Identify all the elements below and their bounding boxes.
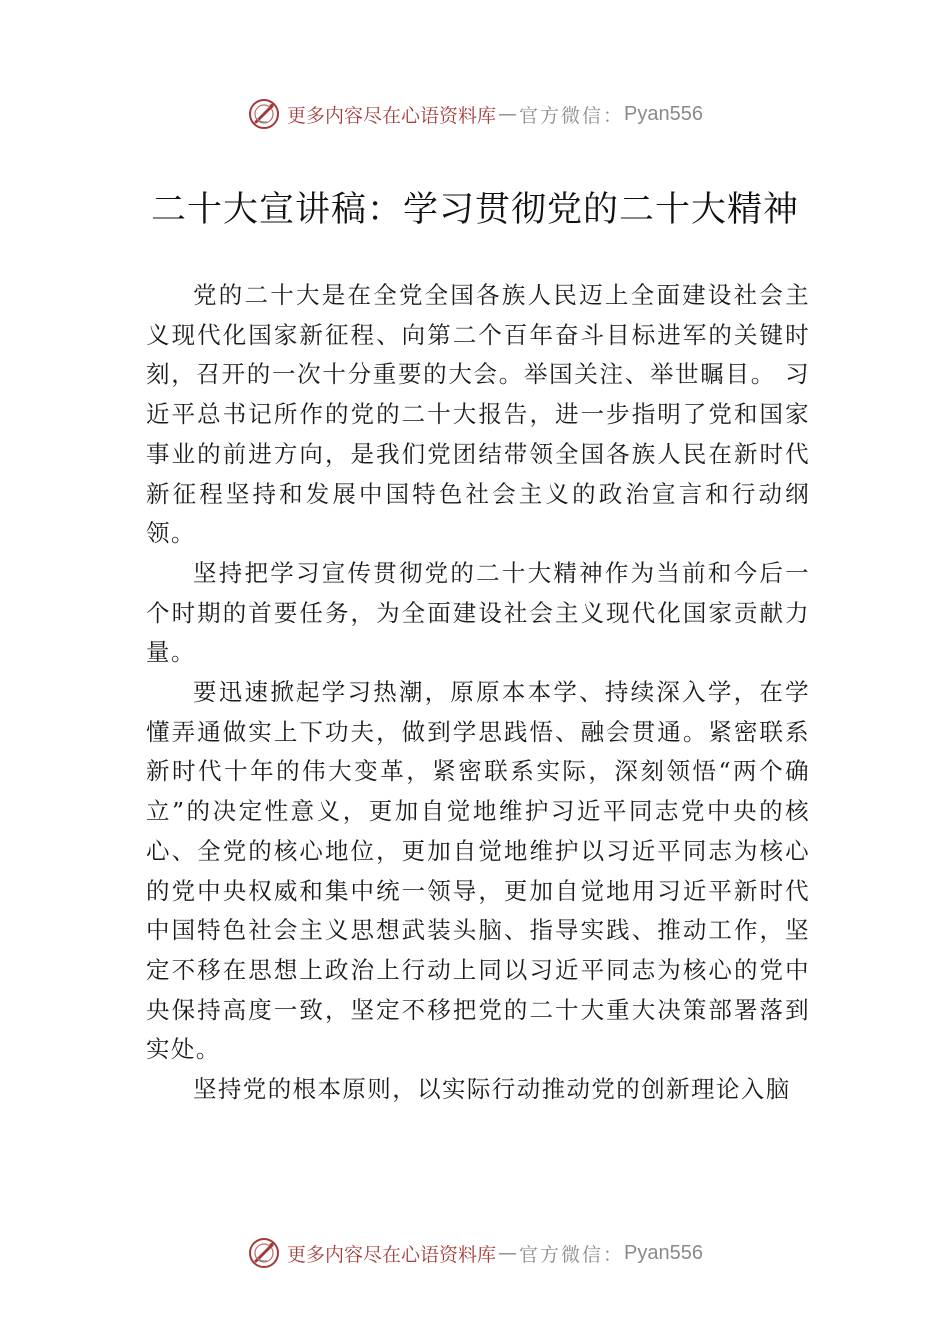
wechat-id: Pyan556: [624, 1241, 703, 1264]
paragraph: 党的二十大是在全党全国各族人民迈上全面建设社会主义现代化国家新征程、向第二个百年奋斗目标进军的关键时刻，召开的一次十分重要的大会。举国关注、举世瞩目。 习近平总书记所作的党的二十大报告，进一步指明了党和国家事业的前进方向，是我们党团结带领全国各族人民在新时代新征程坚持和发展中国特色社会主义的政治宣言和行动纲领。: [146, 281, 810, 548]
banner-separator: —: [498, 103, 518, 125]
banner-separator: —: [498, 1242, 518, 1264]
document-title: 二十大宣讲稿：学习贯彻党的二十大精神: [150, 190, 799, 230]
brand-logo-icon: [247, 97, 281, 131]
header-banner: [0, 94, 950, 134]
document-body: [146, 276, 810, 1110]
brand-text: 更多内容尽在心语资料库: [287, 104, 497, 127]
wechat-label: 官方微信：: [519, 104, 625, 127]
brand-logo-icon: [247, 1236, 281, 1270]
brand-text: 更多内容尽在心语资料库: [287, 1243, 497, 1266]
wechat-id: Pyan556: [624, 102, 703, 125]
footer-banner: [0, 1233, 950, 1273]
paragraph: 坚持把学习宣传贯彻党的二十大精神作为当前和今后一个时期的首要任务，为全面建设社会主义现代化国家贡献力量。: [146, 558, 810, 667]
wechat-label: 官方微信：: [519, 1243, 625, 1266]
paragraph: 坚持党的根本原则，以实际行动推动党的创新理论入脑: [193, 1075, 791, 1104]
paragraph: 要迅速掀起学习热潮，原原本本学、持续深入学，在学懂弄通做实上下功夫，做到学思践悟、融会贯通。紧密联系新时代十年的伟大变革，紧密联系实际，深刻领悟“两个确立”的决定性意义，更加自觉地维护习近平同志党中央的核心、全党的核心地位，更加自觉地维护以习近平同志为核心的党中央权威和集中统一领导，更加自觉地用习近平新时代中国特色社会主义思想武装头脑、指导实践、推动工作，坚定不移在思想上政治上行动上同以习近平同志为核心的党中央保持高度一致，坚定不移把党的二十大重大决策部署落到实处。: [146, 678, 810, 1064]
